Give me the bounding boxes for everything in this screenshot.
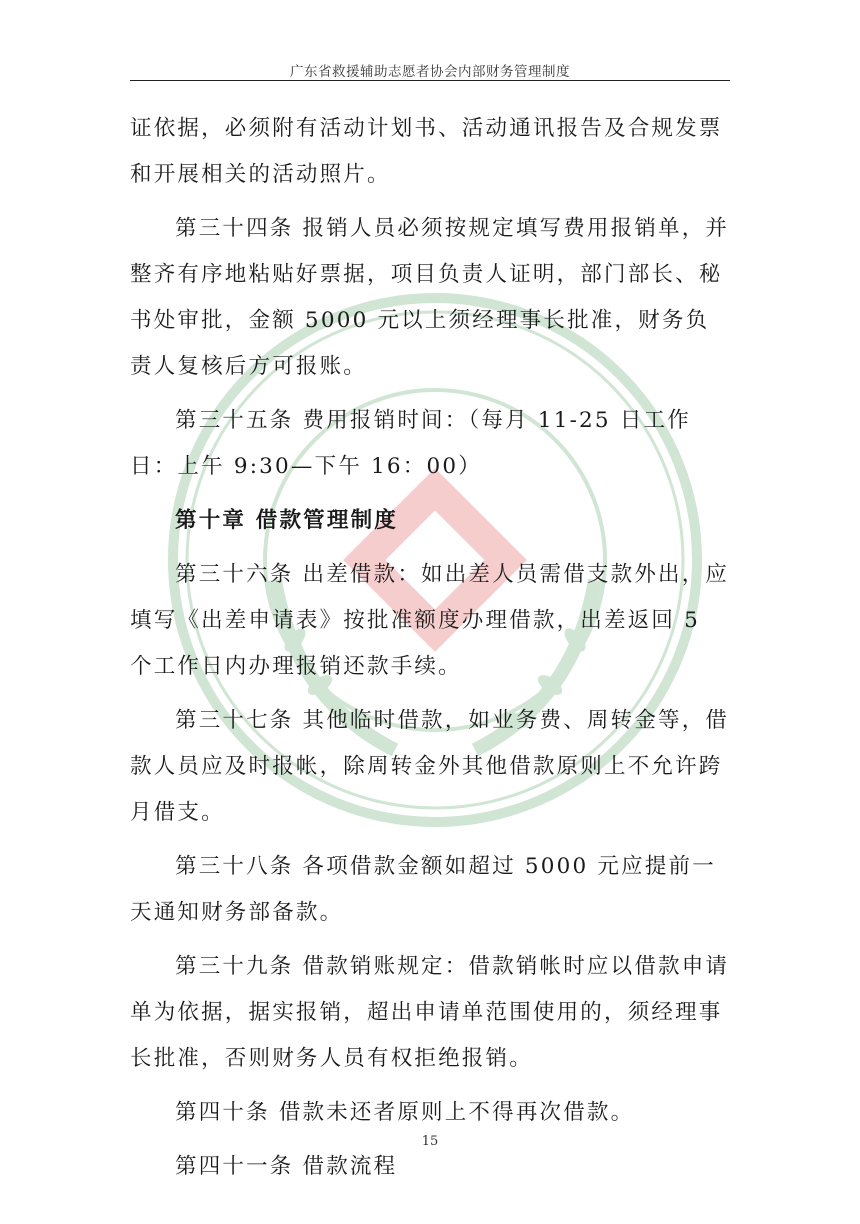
header-divider — [130, 80, 730, 81]
body-text — [130, 106, 730, 1190]
article-35: 第三十五条 费用报销时间：（每月 11-25 日工作日：上午 9:30—下午 16：00） — [130, 408, 691, 479]
running-header: 广东省救援辅助志愿者协会内部财务管理制度 — [290, 64, 570, 80]
article-39: 第三十九条 借款销账规定：借款销帐时应以借款申请单为依据，据实报销，超出申请单范围使用的，须经理事长批准，否则财务人员有权拒绝报销。 — [130, 954, 730, 1071]
article-34: 第三十四条 报销人员必须按规定填写费用报销单，并整齐有序地粘贴好票据，项目负责人证明，部门部长、秘书处审批，金额 5000 元以上须经理事长批准，财务负责人复核后方可报账。 — [130, 216, 730, 379]
article-41: 第四十一条 借款流程 — [175, 1154, 398, 1179]
article-37: 第三十七条 其他临时借款，如业务费、周转金等，借款人员应及时报帐，除周转金外其他借款原则上不允许跨月借支。 — [130, 708, 730, 825]
article-36: 第三十六条 出差借款：如出差人员需借支款外出，应填写《出差申请表》按批准额度办理借款，出差返回 5 个工作日内办理报销还款手续。 — [130, 562, 730, 679]
page-number: 15 — [421, 1134, 439, 1149]
paragraph-continuation: 证依据，必须附有活动计划书、活动通讯报告及合规发票和开展相关的活动照片。 — [130, 116, 723, 187]
article-40: 第四十条 借款未还者原则上不得再次借款。 — [175, 1100, 635, 1125]
article-38: 第三十八条 各项借款金额如超过 5000 元应提前一天通知财务部备款。 — [130, 854, 716, 925]
chapter-10-heading: 第十章 借款管理制度 — [175, 508, 398, 533]
